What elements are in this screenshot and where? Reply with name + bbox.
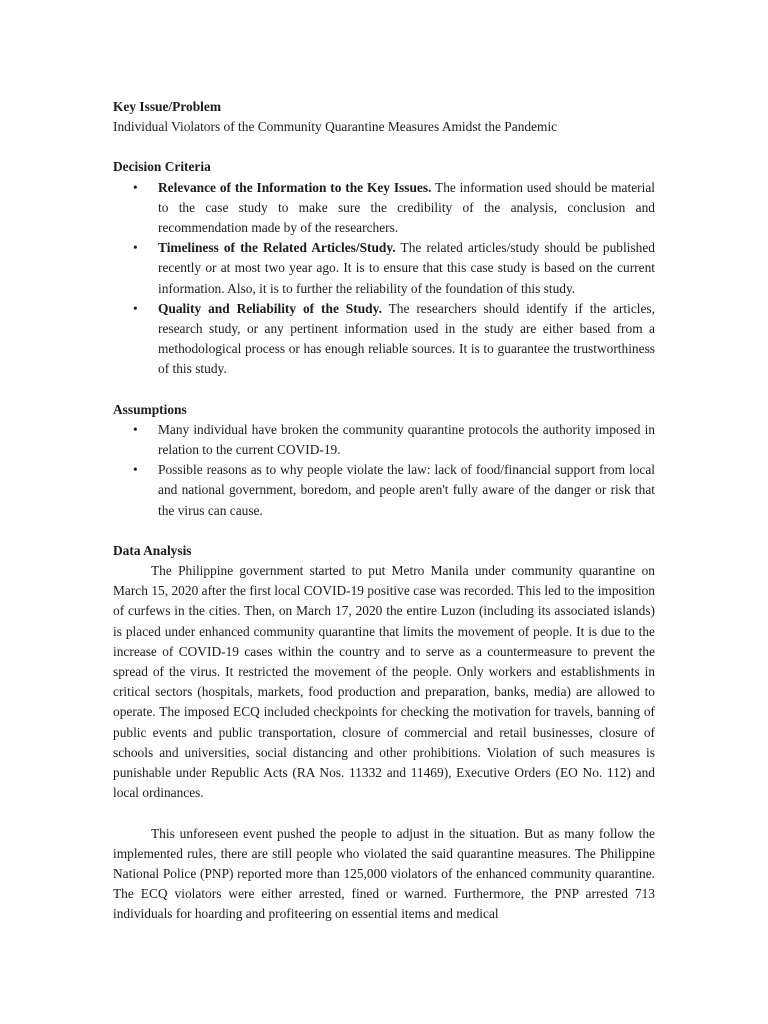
bullet-icon: •: [133, 240, 138, 256]
key-issue-heading: Key Issue/Problem: [113, 99, 221, 114]
data-analysis-section: [113, 541, 655, 925]
assumption-text: Possible reasons as to why people violate the law: lack of food/financial support from local and national government, boredom, and people aren't fully aware of the danger or risk that the virus can cause.: [158, 462, 655, 518]
bullet-icon: •: [133, 300, 138, 316]
bullet-icon: •: [133, 421, 138, 437]
spacer: [113, 137, 655, 157]
list-item: [113, 420, 655, 460]
assumption-text: Many individual have broken the community quarantine protocols the authority imposed in relation to the current COVID-19.: [158, 421, 655, 458]
decision-criteria-list: [113, 178, 655, 380]
decision-criteria-heading: Decision Criteria: [113, 159, 211, 175]
bullet-icon: •: [133, 462, 138, 478]
analysis-paragraph: This unforeseen event pushed the people to adjust in the situation. But as many follow the implemented rules, there are still people who violated the said quarantine measures. The Philippine National Police (PNP) reported more than 125,000 violators of the enhanced community quarantine. The ECQ violators were either arrested, fined or warned. Furthermore, the PNP arrested 713 individuals for hoarding and profiteering on essential items and medical: [113, 825, 655, 922]
assumptions-section: [113, 400, 655, 521]
bullet-icon: •: [133, 179, 138, 195]
criterion-text: The related articles/study should be published recently or at most two year ago. It is to ensure that this case study is based on the current information. Also, it is to further the reliability of the foundation of this study.: [158, 240, 655, 296]
list-item: [113, 178, 655, 239]
criterion-text: The researchers should identify if the articles, research study, or any pertinent information used in the study are either based from a methodological process or has enough reliable sources. It is to guarantee the trustworthiness of this study.: [158, 300, 655, 377]
list-item: [113, 460, 655, 521]
list-item: [113, 299, 655, 380]
spacer: [113, 804, 655, 824]
decision-criteria-section: [113, 157, 655, 379]
spacer: [113, 380, 655, 400]
key-issue-section: [113, 97, 655, 137]
assumptions-heading: Assumptions: [113, 401, 187, 417]
data-analysis-heading: Data Analysis: [113, 542, 192, 558]
key-issue-text: Individual Violators of the Community Quarantine Measures Amidst the Pandemic: [113, 119, 558, 135]
spacer: [113, 521, 655, 541]
criterion-text: The information used should be material to the case study to make sure the credibility of the analysis, conclusion and recommendation made by of the researchers.: [158, 179, 655, 236]
assumptions-list: [113, 420, 655, 521]
criterion-title: Quality and Reliability of the Study.: [158, 300, 382, 316]
criterion-title: Relevance of the Information to the Key Issues.: [158, 179, 432, 195]
list-item: [113, 238, 655, 299]
analysis-paragraph: The Philippine government started to put Metro Manila under community quarantine on March 15, 2020 after the first local COVID-19 positive case was recorded. This led to the imposition of curfews in the cities. Then, on March 17, 2020 the entire Luzon (including its associated islands) is placed under enhanced community quarantine that limits the movement of people. It is due to the increase of COVID-19 cases within the country and to serve as a countermeasure to prevent the spread of the virus. It restricted the movement of the people. Only workers and establishments in critical sectors (hospitals, markets, food production and preparation, banks, media) are allowed to operate. The imposed ECQ included checkpoints for checking the motivation for travels, banning of public events and public transportation, closure of commercial and retail businesses, closure of schools and universities, social distancing and other prohibitions. Violation of such measures is punishable under Republic Acts (RA Nos. 11332 and 11469), Executive Orders (EO No. 112) and local ordinances.: [113, 563, 655, 801]
criterion-title: Timeliness of the Related Articles/Study.: [158, 240, 396, 256]
